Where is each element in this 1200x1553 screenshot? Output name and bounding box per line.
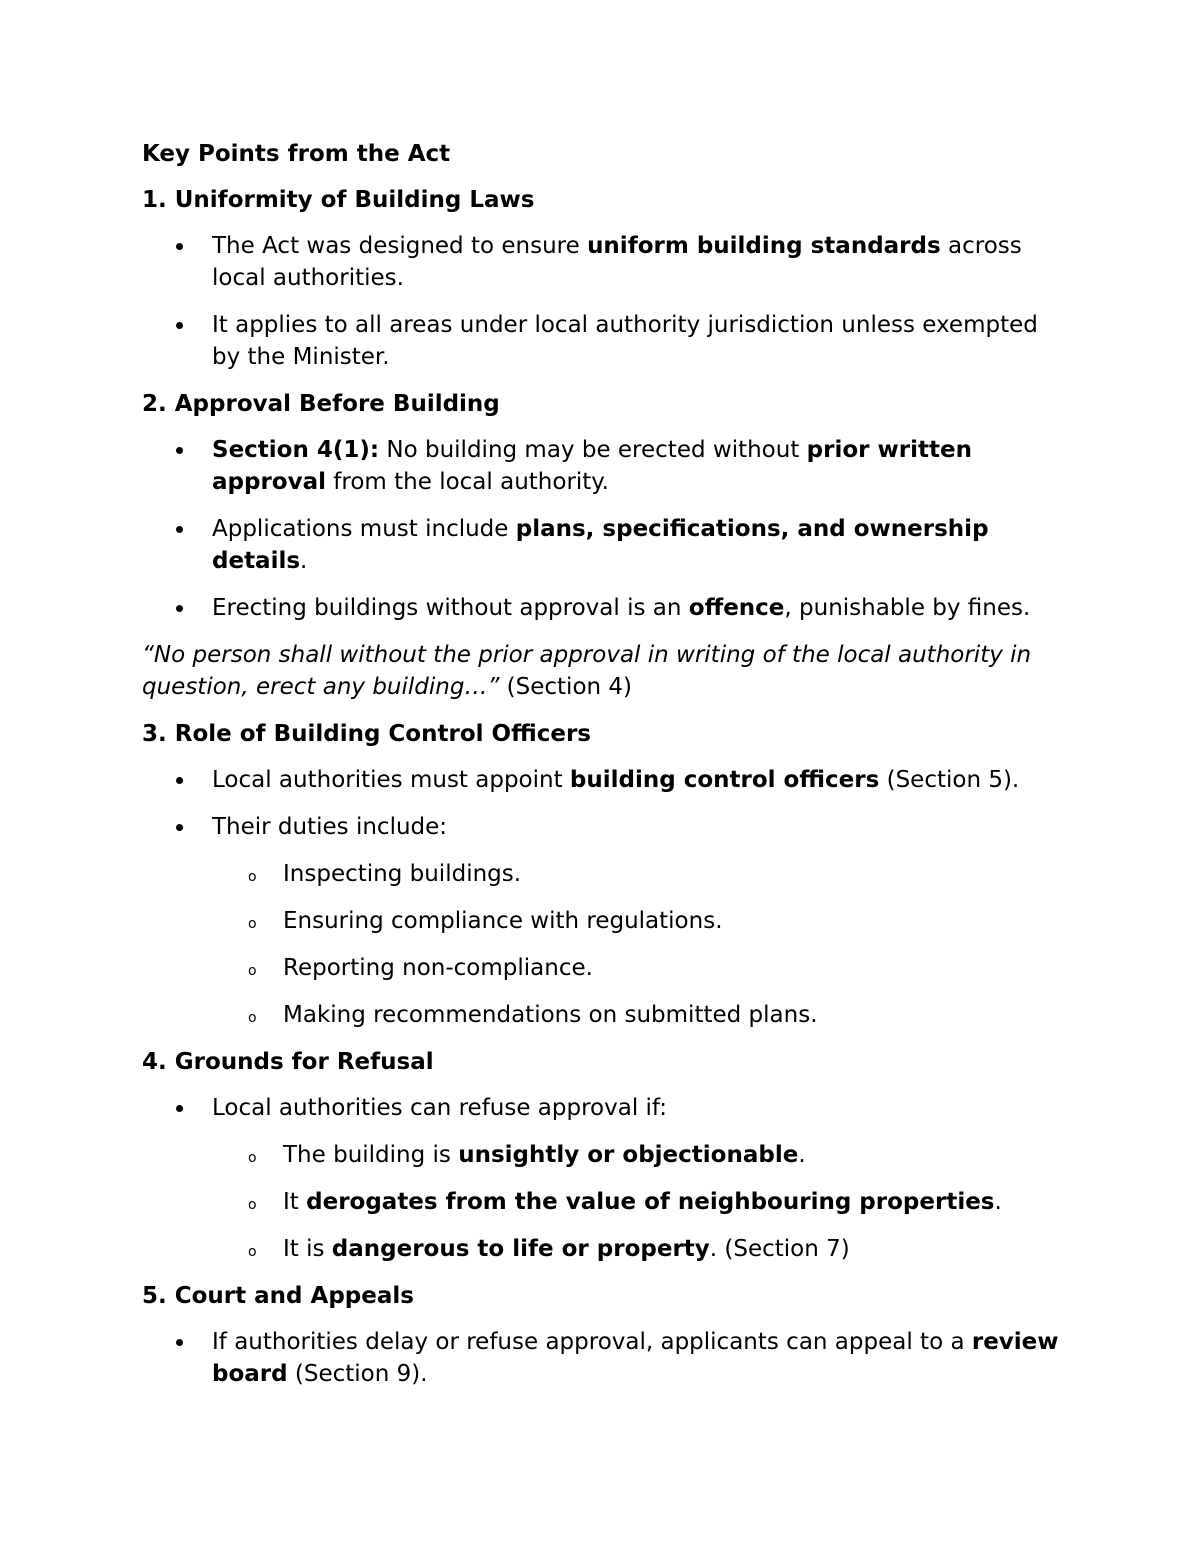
bold-text: review board (212, 1329, 1059, 1387)
text-run: Their duties include: (212, 814, 448, 840)
text-run: (Section 9). (287, 1361, 428, 1387)
sub-bullet-item (212, 999, 1072, 1031)
text-run: . (798, 1142, 806, 1168)
section-heading: 2. Approval Before Building (142, 391, 500, 417)
text-run: across local authorities. (212, 233, 1022, 291)
text-run: It is (283, 1236, 332, 1262)
quote-paragraph (142, 639, 1072, 703)
text-run: Local authorities must appoint (212, 767, 570, 793)
bullet-item (142, 1092, 1072, 1265)
text-run: . (994, 1189, 1002, 1215)
bold-text: prior written approval (212, 437, 972, 495)
section-heading: 5. Court and Appeals (142, 1283, 414, 1309)
text-run: , punishable by fines. (784, 595, 1031, 621)
text-run: Making recommendations on submitted plans. (283, 1002, 818, 1028)
bullet-list (142, 434, 1072, 624)
text-run: Erecting buildings without approval is an (212, 595, 689, 621)
text-run: No building may be erected without (379, 437, 807, 463)
text-run: The building is (283, 1142, 459, 1168)
document-page (142, 138, 1072, 1405)
bullet-list (142, 1092, 1072, 1265)
sub-bullet-item (212, 1233, 1072, 1265)
sub-bullet-list (212, 858, 1072, 1031)
sub-bullet-item (212, 1139, 1072, 1171)
bold-text: building control officers (569, 767, 880, 793)
text-run: Local authorities can refuse approval if: (212, 1095, 667, 1121)
quote-reference: (Section 4) (499, 674, 633, 700)
bullet-item (142, 230, 1072, 294)
section-heading: 1. Uniformity of Building Laws (142, 187, 535, 213)
text-run: Reporting non-compliance. (283, 955, 593, 981)
bullet-item (142, 764, 1072, 796)
sub-bullet-item (212, 952, 1072, 984)
sub-bullet-item (212, 905, 1072, 937)
bullet-item (142, 811, 1072, 1031)
text-run: from the local authority. (326, 469, 609, 495)
bold-text: derogates from the value of neighbouring properties (306, 1189, 995, 1215)
sub-bullet-item (212, 858, 1072, 890)
text-run: Inspecting buildings. (283, 861, 522, 887)
text-run: (Section 5). (879, 767, 1020, 793)
text-run: It (283, 1189, 307, 1215)
sections-container (142, 184, 1072, 1390)
bold-text: uniform building standards (587, 233, 941, 259)
bullet-item (142, 309, 1072, 373)
text-run: If authorities delay or refuse approval, applicants can appeal to a (212, 1329, 972, 1355)
text-run: Applications must include (212, 516, 516, 542)
bullet-item (142, 592, 1072, 624)
sub-bullet-list (212, 1139, 1072, 1265)
section-heading: 3. Role of Building Control Officers (142, 721, 591, 747)
bullet-item (142, 434, 1072, 498)
bullet-list (142, 230, 1072, 373)
text-run: The Act was designed to ensure (212, 233, 588, 259)
bold-text: offence (688, 595, 785, 621)
bullet-list (142, 1326, 1072, 1390)
bold-text: unsightly or objectionable (458, 1142, 799, 1168)
quote-text: “No person shall without the prior approval in writing of the local authority in question, erect any building…” (142, 642, 1032, 700)
section-heading: 4. Grounds for Refusal (142, 1049, 434, 1075)
bold-text: plans, specifications, and ownership details (212, 516, 989, 574)
bold-text: Section 4(1): (212, 437, 380, 463)
bold-text: dangerous to life or property (331, 1236, 710, 1262)
text-run: It applies to all areas under local authority jurisdiction unless exempted by the Minister. (212, 312, 1038, 370)
bullet-item (142, 513, 1072, 577)
bullet-list (142, 764, 1072, 1031)
document-title: Key Points from the Act (142, 141, 451, 167)
text-run: . (Section 7) (709, 1236, 850, 1262)
text-run: . (300, 548, 308, 574)
sub-bullet-item (212, 1186, 1072, 1218)
text-run: Ensuring compliance with regulations. (283, 908, 723, 934)
bullet-item (142, 1326, 1072, 1390)
